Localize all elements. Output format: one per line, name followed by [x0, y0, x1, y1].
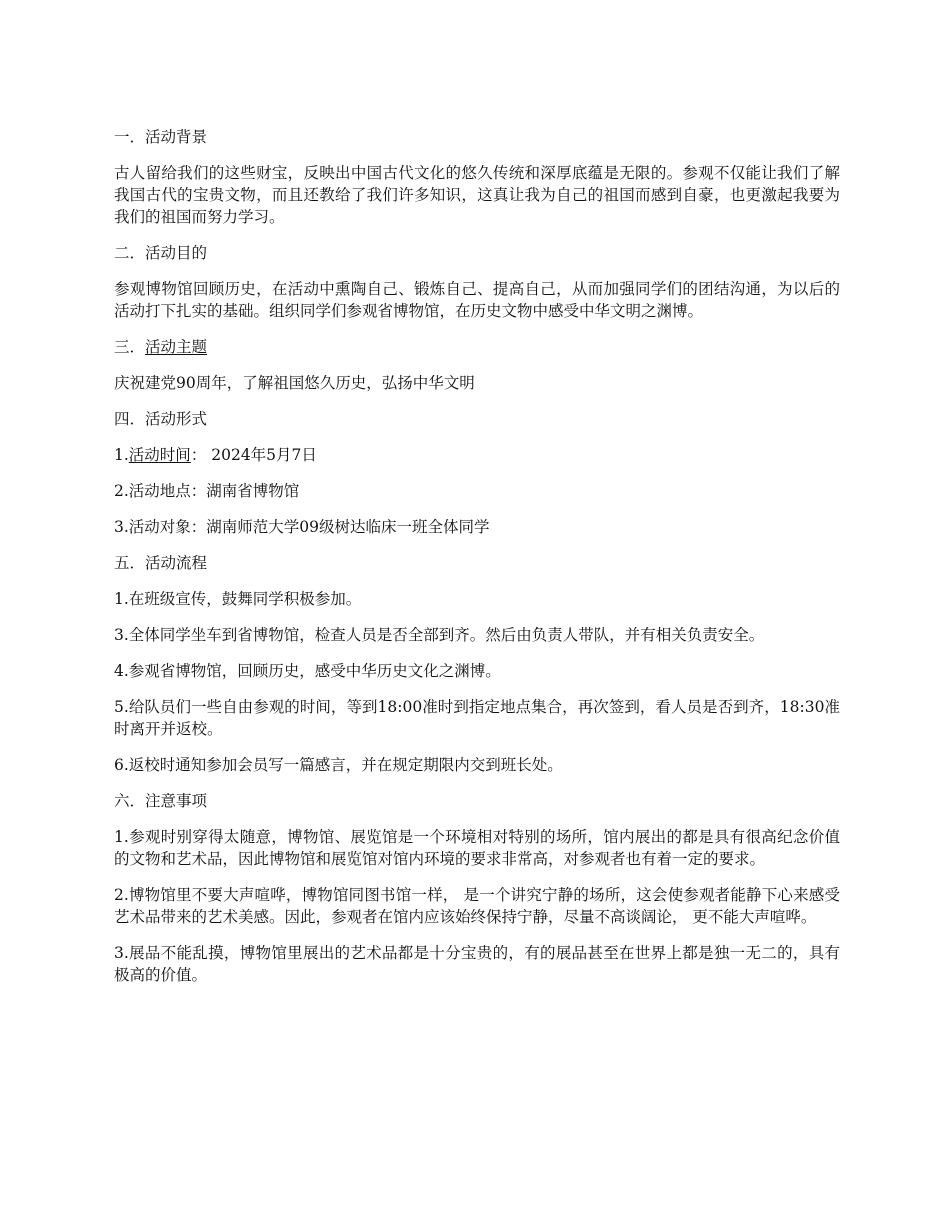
section-heading: 二．活动目的	[114, 244, 208, 262]
list-item: 3.全体同学坐车到省博物馆，检查人员是否全部到齐。然后由负责人带队，并有相关负责安全。	[114, 626, 765, 644]
list-item: 3.展品不能乱摸，博物馆里展出的艺术品都是十分宝贵的，有的展品甚至在世界上都是独一无二的，具有极高的价值。	[114, 944, 840, 984]
list-item: 1.在班级宣传，鼓舞同学积极参加。	[114, 590, 362, 608]
item-text: ： 2024年5月7日	[190, 446, 317, 464]
paragraph: 古人留给我们的这些财宝，反映出中国古代文化的悠久传统和深厚底蕴是无限的。参观不仅能让我们了解我国古代的宝贵文物，而且还教给了我们许多知识，这真让我为自己的祖国而感到自豪，也更激起我要为我们的祖国而努力学习。	[114, 164, 840, 226]
list-item: 4.参观省博物馆，回顾历史，感受中华历史文化之渊博。	[114, 662, 501, 680]
theme-heading-link[interactable]: 活动主题	[145, 338, 208, 356]
list-item	[114, 444, 840, 466]
paragraph: 庆祝建党90周年，了解祖国悠久历史，弘扬中华文明	[114, 374, 475, 392]
section-heading: 六．注意事项	[114, 792, 208, 810]
list-item: 1.参观时别穿得太随意，博物馆、展览馆是一个环境相对特别的场所，馆内展出的都是具有很高纪念价值的文物和艺术品，因此博物馆和展览馆对馆内环境的要求非常高，对参观者也有着一定的要求。	[114, 828, 840, 868]
list-item: 5.给队员们一些自由参观的时间，等到18:00准时到指定地点集合，再次签到，看人员是否到齐，18:30准时离开并返校。	[114, 698, 840, 738]
heading-number: 三．	[114, 338, 146, 356]
section-heading: 一．活动背景	[114, 128, 208, 146]
section-heading	[114, 336, 840, 358]
item-number: 1.	[114, 446, 129, 464]
list-item: 2.活动地点：湖南省博物馆	[114, 482, 300, 500]
paragraph: 参观博物馆回顾历史，在活动中熏陶自己、锻炼自己、提高自己，从而加强同学们的团结沟通，为以后的活动打下扎实的基础。组织同学们参观省博物馆，在历史文物中感受中华文明之渊博。	[114, 280, 840, 320]
list-item: 2.博物馆里不要大声喧哗，博物馆同图书馆一样， 是一个讲究宁静的场所，这会使参观者能静下心来感受艺术品带来的艺术美感。因此，参观者在馆内应该始终保持宁静，尽量不高谈阔论， 更不能大声喧哗。	[114, 886, 840, 926]
section-heading: 四．活动形式	[114, 410, 208, 428]
list-item: 3.活动对象：湖南师范大学09级树达临床一班全体同学	[114, 518, 490, 536]
section-heading: 五．活动流程	[114, 554, 208, 572]
document-page	[114, 126, 840, 1000]
list-item: 6.返校时通知参加会员写一篇感言，并在规定期限内交到班长处。	[114, 756, 563, 774]
activity-time-link[interactable]: 活动时间	[128, 446, 191, 464]
